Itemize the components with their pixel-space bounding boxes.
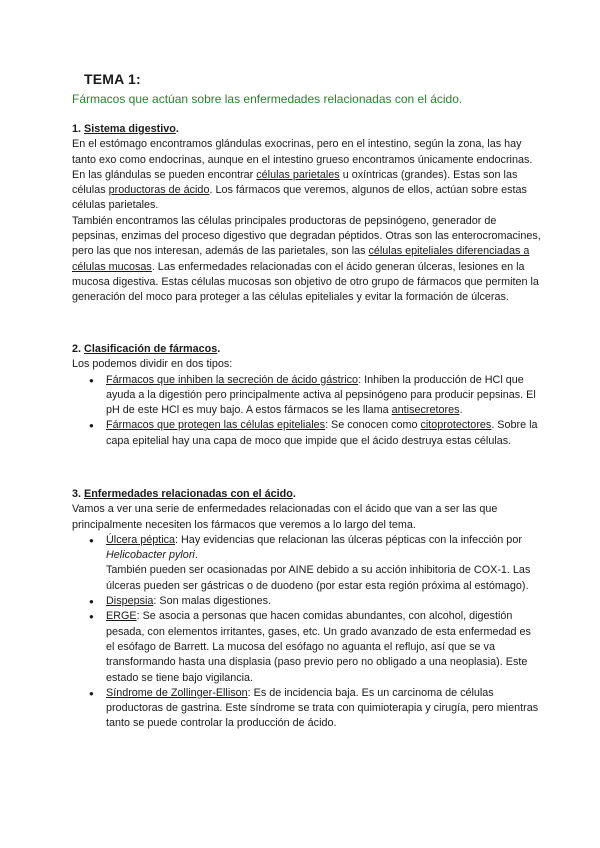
section-2 — [72, 342, 542, 449]
section-1-paragraph-2: En las glándulas se pueden encontrar células parietales u oxíntricas (grandes). Estas son las células productoras de ácido. Los fármacos que veremos, algunos de ellos, actúan sobre estas células parietales. — [72, 168, 527, 212]
section-3-list — [72, 533, 542, 732]
page-subtitle: Fármacos que actúan sobre las enfermedades relacionadas con el ácido. — [72, 92, 463, 106]
page-title: TEMA 1: — [84, 71, 141, 87]
list-item: ● Dispepsia: Son malas digestiones. — [106, 594, 542, 609]
section-3-heading: 3. Enfermedades relacionadas con el ácido. — [72, 488, 296, 500]
section-2-list — [72, 373, 542, 449]
term-celulas-epiteliales: células epiteliales diferenciadas a células mucosas — [72, 245, 530, 273]
section-1 — [72, 122, 542, 306]
section-1-heading: 1. Sistema digestivo. — [72, 123, 179, 135]
section-3 — [72, 487, 542, 732]
section-2-heading: 2. Clasificación de fármacos. — [72, 343, 221, 355]
list-item: ● Úlcera péptica: Hay evidencias que relacionan las úlceras pépticas con la infección por Helicobacter pylori. También pueden ser ocasionadas por AINE debido a su acción inhibitoria de COX-1. Las úlceras pueden ser gástricas o de duodeno (por estar esta región próxima al estómago). — [106, 533, 542, 594]
section-1-paragraph-1: En el estómago encontramos glándulas exocrinas, pero en el intestino, según la zona, las hay tanto exo como endocrinas, aunque en el intestino grueso encontramos únicamente endocrinas. — [72, 138, 533, 166]
section-3-intro: Vamos a ver una serie de enfermedades relacionadas con el ácido que van a ser las que principalmente necesiten los fármacos que veremos a lo largo del tema. — [72, 503, 498, 531]
list-item: ● Fármacos que inhiben la secreción de ácido gástrico: Inhiben la producción de HCl que ayuda a la digestión pero principalmente activa al pepsinógeno para producir pepsinas. El pH de este HCl es muy bajo. A estos fármacos se les llama antisecretores. — [106, 373, 542, 419]
term-productoras-acido: productoras de ácido — [108, 184, 210, 197]
term-celulas-parietales: células parietales — [256, 168, 340, 181]
section-2-intro: Los podemos dividir en dos tipos: — [72, 358, 233, 371]
list-item: ● Síndrome de Zollinger-Ellison: Es de incidencia baja. Es un carcinoma de células productoras de gastrina. Este síndrome se trata con quimioterapia y cirugía, pero mientras tanto se puede controlar la producción de ácido. — [106, 686, 542, 732]
section-1-paragraph-3: También encontramos las células principales productoras de pepsinógeno, generador de pepsinas, enzimas del proceso digestivo que degradan péptidos. Otras son las enterocromacines, pero las que nos interesan, además de las parietales, son las células epiteliales diferenciadas a células mucosas. Las enfermedades relacionadas con el ácido generan úlceras, lesiones en la mucosa digestiva. Estas células mucosas son objetivo de otro grupo de fármacos que permiten la generación del moco para proteger a las células epiteliales y evitar la formación de úlceras. — [72, 214, 541, 304]
list-item: ● Fármacos que protegen las células epiteliales: Se conocen como citoprotectores. Sobre la capa epitelial hay una capa de moco que impide que el ácido destruya estas células. — [106, 418, 542, 449]
list-item: ● ERGE: Se asocia a personas que hacen comidas abundantes, con alcohol, digestión pesada, con elementos irritantes, gases, etc. Un grado avanzado de esta enfermedad es el esófago de Barrett. La mucosa del esófago no aguanta el reflujo, así que se va transformando hasta una displasia (paso previo pero no obligado a una neoplasia). Este estado se tiene bajo vigilancia. — [106, 609, 542, 685]
